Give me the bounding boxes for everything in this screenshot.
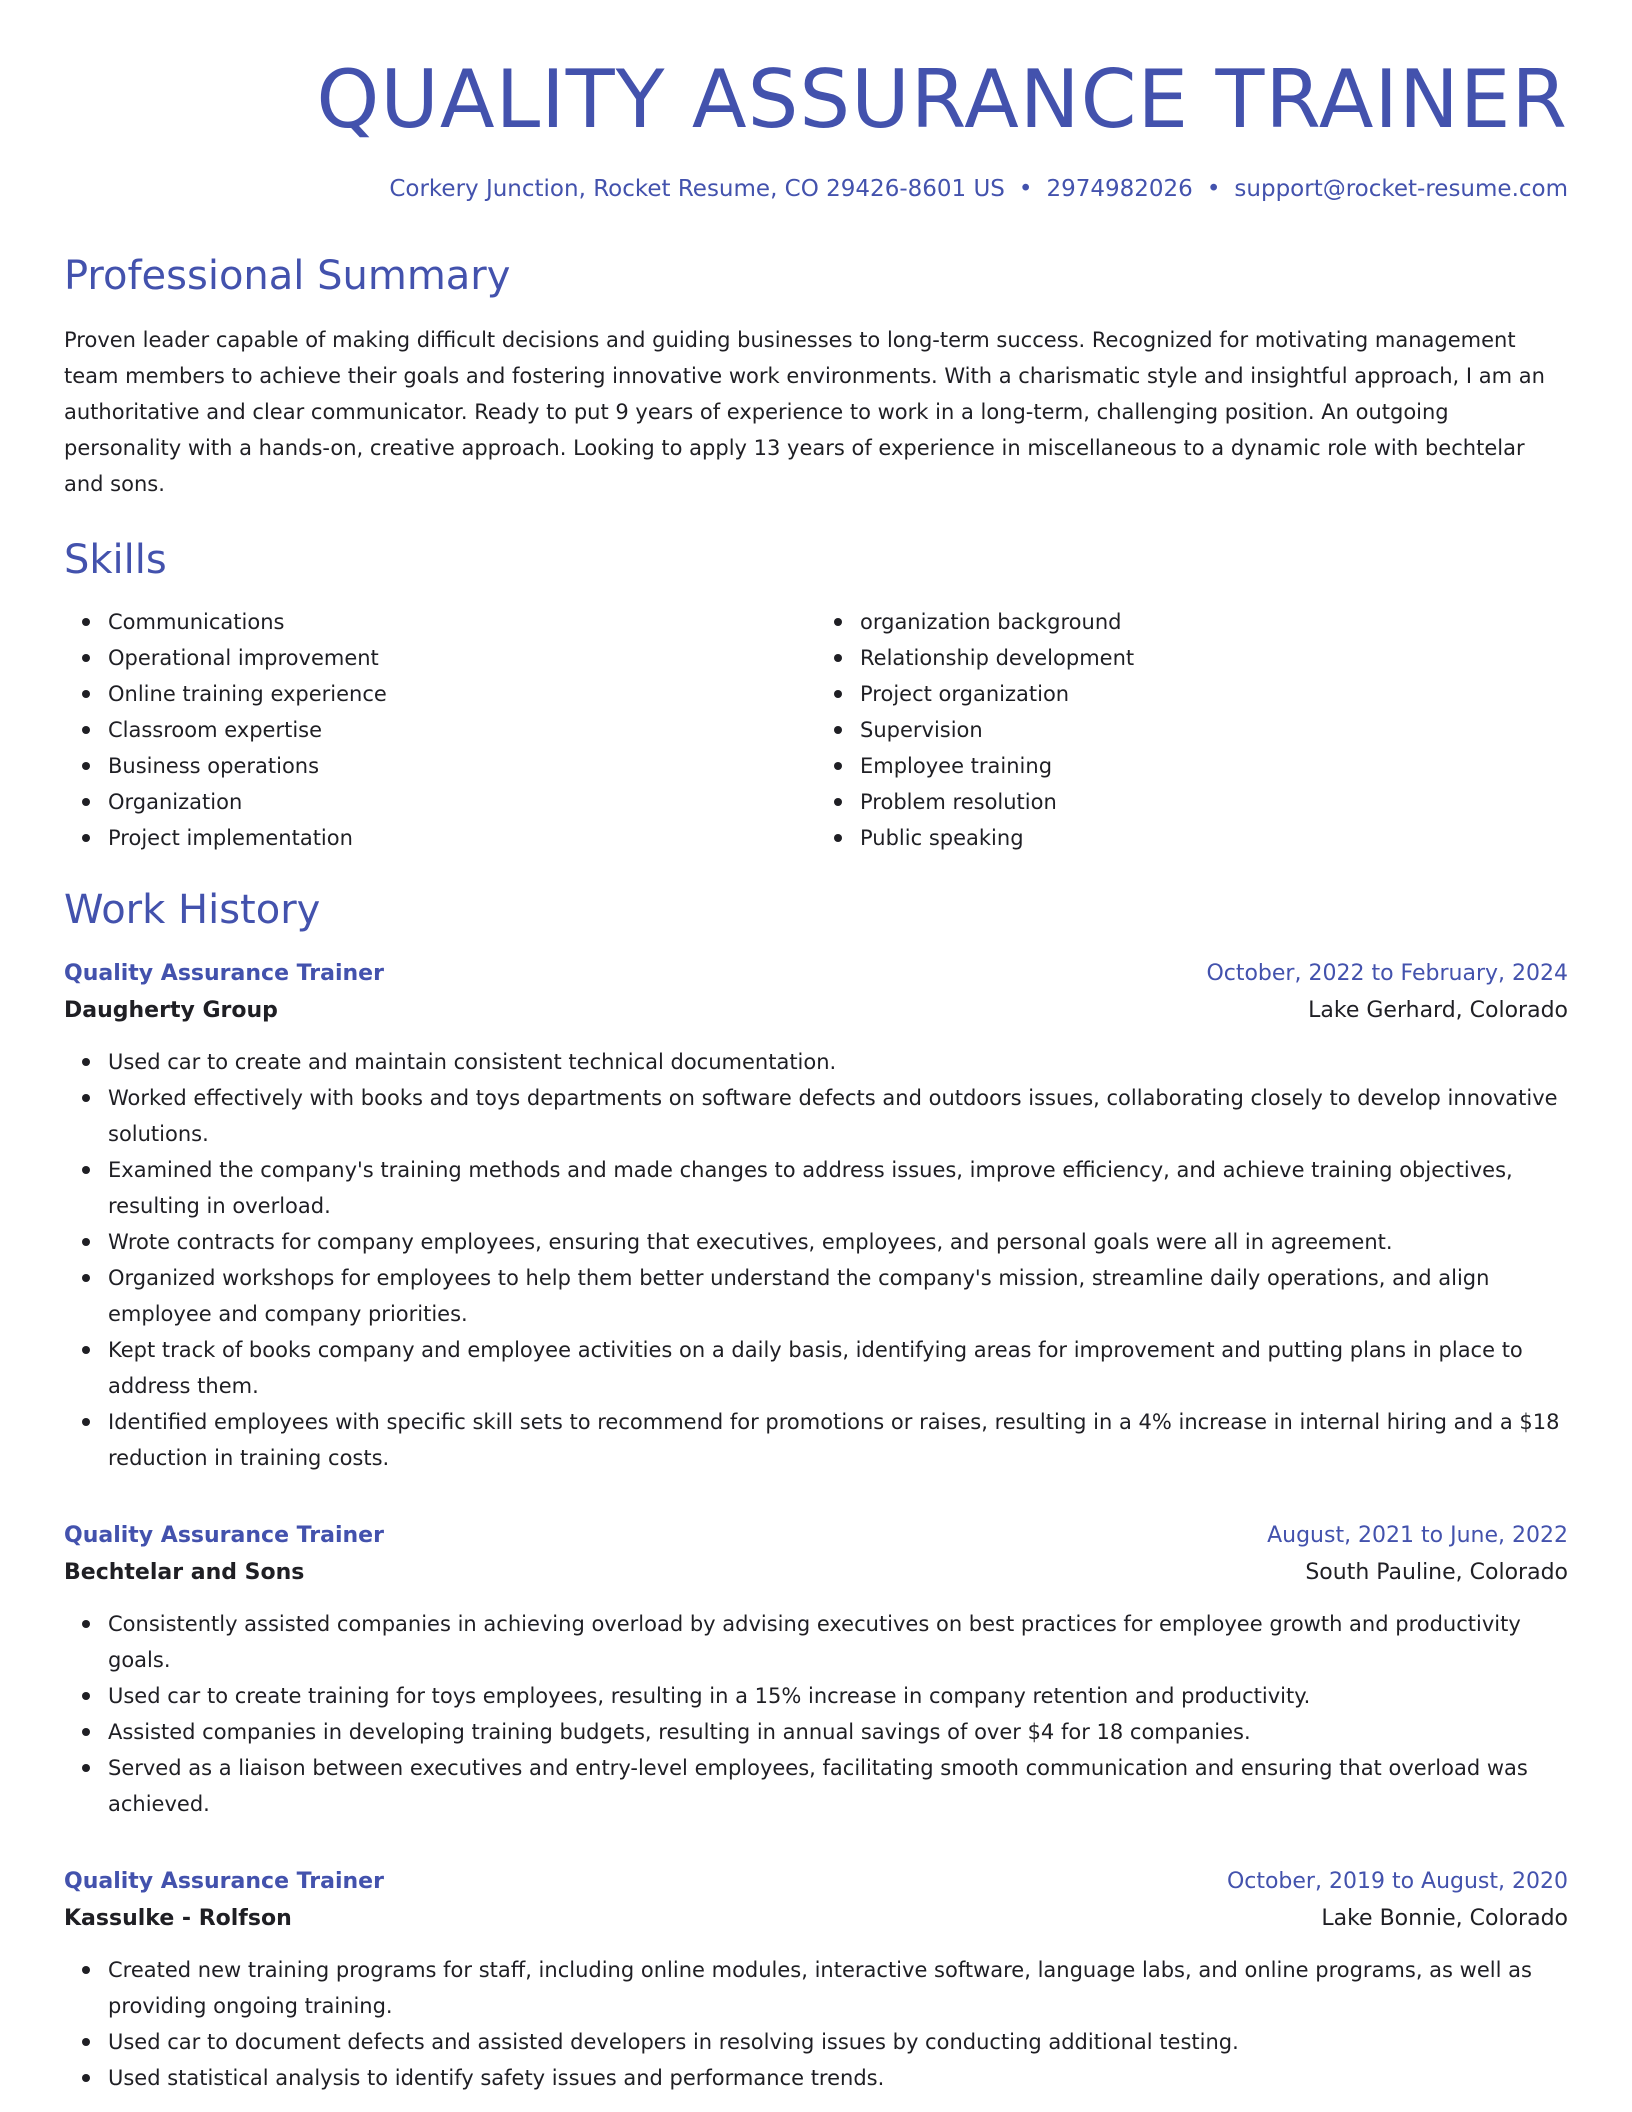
job-bullet: Worked effectively with books and toys departments on software defects and outdoors issues, collaborating closely to develop innovative solutions. xyxy=(108,1080,1568,1152)
skills-column-right xyxy=(816,604,1568,856)
job-header xyxy=(64,1864,1568,1900)
job-title: Quality Assurance Trainer xyxy=(64,1523,384,1548)
section-title-work: Work History xyxy=(64,887,321,933)
skill-item: Public speaking xyxy=(860,820,1568,856)
job-company: Bechtelar and Sons xyxy=(64,1560,305,1585)
job-bullets xyxy=(64,1606,1568,1822)
job-bullet: Created new training programs for staff, including online modules, interactive software, language labs, and online programs, as well as providing ongoing training. xyxy=(108,1952,1568,2024)
skill-item: organization background xyxy=(860,604,1568,640)
job-bullet: Wrote contracts for company employees, ensuring that executives, employees, and personal goals were all in agreement. xyxy=(108,1224,1568,1260)
skills-list xyxy=(64,604,1568,856)
skill-item: Project organization xyxy=(860,676,1568,712)
job-dates: October, 2019 to August, 2020 xyxy=(1226,1869,1568,1894)
job-bullet: Used car to create and maintain consistent technical documentation. xyxy=(108,1044,1568,1080)
job-subheader xyxy=(64,992,1568,1030)
section-title-skills: Skills xyxy=(64,537,167,583)
contact-address: Corkery Junction, Rocket Resume, CO 29426-8601 US xyxy=(389,176,1005,202)
job-bullets xyxy=(64,1044,1568,1476)
skill-item: Business operations xyxy=(108,748,816,784)
contact-separator: • xyxy=(1018,176,1033,202)
skill-item: Organization xyxy=(108,784,816,820)
resume-name: QUALITY ASSURANCE TRAINER xyxy=(316,53,1568,146)
job-dates: August, 2021 to June, 2022 xyxy=(1267,1523,1568,1548)
job-location: Lake Gerhard, Colorado xyxy=(1308,998,1568,1023)
summary-text: Proven leader capable of making difficult decisions and guiding businesses to long-term success. Recognized for motivating management team members to achieve their goals and fostering innovative work environments. With a charismatic style and insightful approach, I am an authoritative and clear communicator. Ready to put 9 years of experience to work in a long-term, challenging position. An outgoing personality with a hands-on, creative approach. Looking to apply 13 years of experience in miscellaneous to a dynamic role with bechtelar and sons. xyxy=(64,328,1545,496)
skill-item: Project implementation xyxy=(108,820,816,856)
job-entry xyxy=(64,1864,1568,2096)
job-bullets xyxy=(64,1952,1568,2096)
job-header xyxy=(64,1518,1568,1554)
job-header xyxy=(64,956,1568,992)
skill-item: Employee training xyxy=(860,748,1568,784)
contact-phone: 2974982026 xyxy=(1046,176,1193,202)
job-bullet: Identified employees with specific skill sets to recommend for promotions or raises, resulting in a 4% increase in internal hiring and a $18 reduction in training costs. xyxy=(108,1404,1568,1476)
job-bullet: Organized workshops for employees to help them better understand the company's mission, streamline daily operations, and align employee and company priorities. xyxy=(108,1260,1568,1332)
job-bullet: Served as a liaison between executives and entry-level employees, facilitating smooth communication and ensuring that overload was achieved. xyxy=(108,1750,1568,1822)
job-bullet: Examined the company's training methods and made changes to address issues, improve efficiency, and achieve training objectives, resulting in overload. xyxy=(108,1152,1568,1224)
contact-separator: • xyxy=(1206,176,1221,202)
job-title: Quality Assurance Trainer xyxy=(64,1869,384,1894)
resume-page xyxy=(64,0,1568,2096)
skill-item: Relationship development xyxy=(860,640,1568,676)
skills-column-left xyxy=(64,604,816,856)
job-location: South Pauline, Colorado xyxy=(1305,1560,1568,1585)
job-location: Lake Bonnie, Colorado xyxy=(1321,1906,1568,1931)
job-title: Quality Assurance Trainer xyxy=(64,961,384,986)
contact-line xyxy=(64,174,1568,204)
skill-item: Supervision xyxy=(860,712,1568,748)
job-subheader xyxy=(64,1900,1568,1938)
job-bullet: Kept track of books company and employee activities on a daily basis, identifying areas for improvement and putting plans in place to address them. xyxy=(108,1332,1568,1404)
job-company: Daugherty Group xyxy=(64,998,278,1023)
job-dates: October, 2022 to February, 2024 xyxy=(1206,961,1568,986)
job-subheader xyxy=(64,1554,1568,1592)
job-bullet: Consistently assisted companies in achieving overload by advising executives on best practices for employee growth and productivity goals. xyxy=(108,1606,1568,1678)
job-entry xyxy=(64,956,1568,1476)
job-entry xyxy=(64,1518,1568,1822)
contact-email: support@rocket-resume.com xyxy=(1234,176,1568,202)
skill-item: Communications xyxy=(108,604,816,640)
skill-item: Problem resolution xyxy=(860,784,1568,820)
job-bullet: Assisted companies in developing training budgets, resulting in annual savings of over $4 for 18 companies. xyxy=(108,1714,1568,1750)
skill-item: Classroom expertise xyxy=(108,712,816,748)
skill-item: Online training experience xyxy=(108,676,816,712)
job-bullet: Used statistical analysis to identify safety issues and performance trends. xyxy=(108,2060,1568,2096)
job-bullet: Used car to create training for toys employees, resulting in a 15% increase in company retention and productivity. xyxy=(108,1678,1568,1714)
job-bullet: Used car to document defects and assisted developers in resolving issues by conducting additional testing. xyxy=(108,2024,1568,2060)
skill-item: Operational improvement xyxy=(108,640,816,676)
job-company: Kassulke - Rolfson xyxy=(64,1906,292,1931)
section-title-summary: Professional Summary xyxy=(64,253,511,299)
